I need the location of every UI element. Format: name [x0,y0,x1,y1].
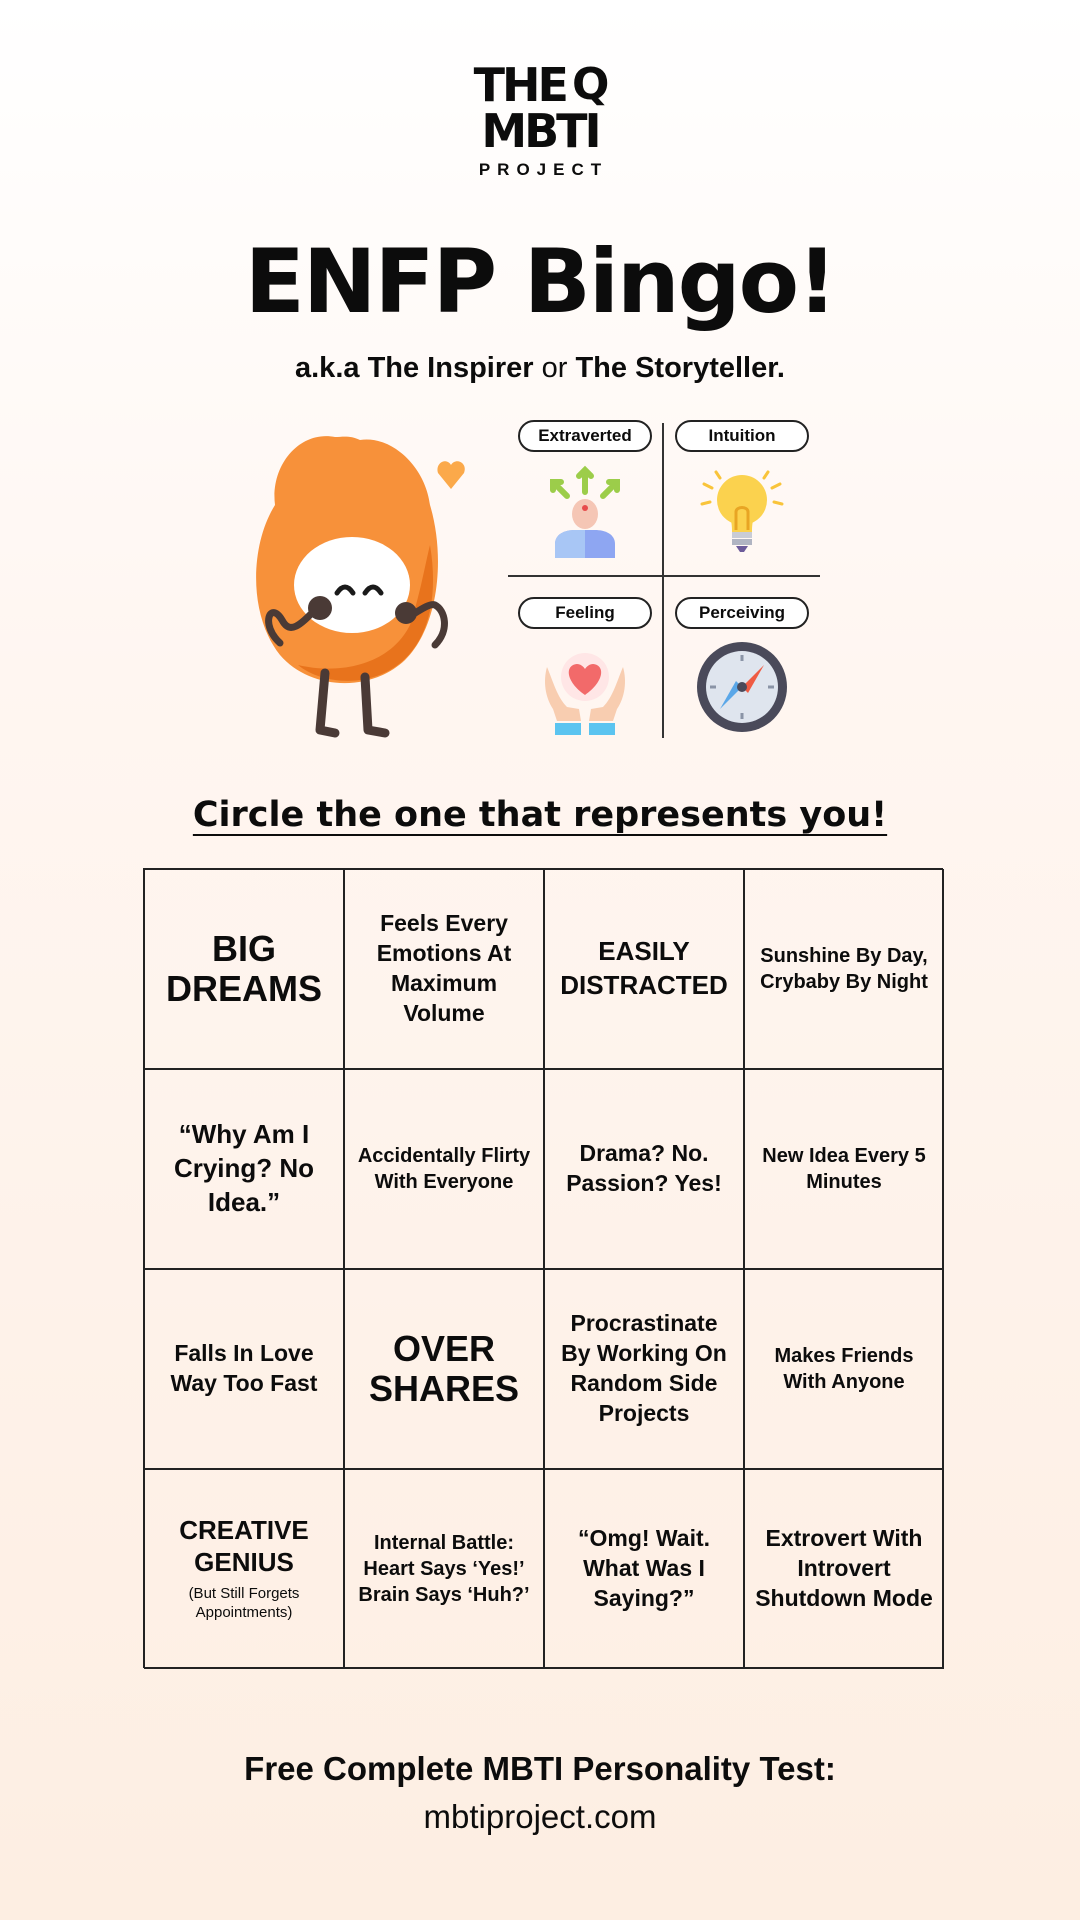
bingo-cell[interactable]: “Why Am I Crying? No Idea.” [144,1069,344,1269]
mbti-project-logo [0,58,1080,180]
compass-icon [692,637,792,737]
personality-traits-quadrant [505,415,825,735]
bingo-cell[interactable]: Feels Every Emotions At Maximum Volume [344,869,544,1069]
trait-perceiving [667,597,817,742]
subtitle-prefix: a.k.a [295,352,368,384]
page-title: ENFP Bingo! [244,230,836,333]
extravert-person-icon [535,460,635,560]
trait-label: Perceiving [675,597,809,629]
logo-the: THE [473,58,566,112]
lightbulb-icon [692,460,792,560]
subtitle-name-1: The Inspirer [367,352,534,384]
mascot-left-hand [308,596,332,620]
quadrant-vertical-divider [662,423,664,738]
mascot-right-hand [395,602,417,624]
subtitle-name-2: The Storyteller. [575,352,785,384]
bingo-cell[interactable]: Internal Battle: Heart Says ‘Yes!’ Brain Says ‘Huh?’ [344,1469,544,1669]
bingo-cell-title: CREATIVE GENIUS [179,1515,309,1577]
bingo-board [143,868,943,1668]
logo-q-mark: Q [571,59,607,110]
mascot-right-leg [365,677,385,733]
bingo-cell-note: (But Still Forgets Appointments) [188,1584,300,1622]
bingo-cell[interactable]: Makes Friends With Anyone [744,1269,944,1469]
bingo-cell[interactable]: “Omg! Wait. What Was I Saying?” [544,1469,744,1669]
trait-feeling [510,597,660,742]
bingo-cell[interactable]: EASILY DISTRACTED [544,869,744,1069]
trait-label: Feeling [518,597,652,629]
trait-label: Extraverted [518,420,652,452]
footer-promo-text: Free Complete MBTI Personality Test: [244,1750,836,1787]
logo-mbti: MBTI [481,104,599,158]
bingo-cell[interactable]: Extrovert With Introvert Shutdown Mode [744,1469,944,1669]
bingo-cell[interactable]: BIG DREAMS [144,869,344,1069]
quadrant-horizontal-divider [508,575,820,577]
bingo-cell[interactable]: New Idea Every 5 Minutes [744,1069,944,1269]
subtitle-connector: or [533,352,576,384]
heart-hands-icon [535,637,635,737]
page-subtitle [0,350,1080,386]
bingo-cell-creative-genius[interactable] [144,1469,344,1669]
bingo-cell[interactable]: Drama? No. Passion? Yes! [544,1069,744,1269]
instruction-heading: Circle the one that represents you! [192,795,888,835]
footer-website-link[interactable]: mbtiproject.com [423,1798,657,1835]
mascot-heart-icon [437,461,464,489]
bingo-cell[interactable]: Accidentally Flirty With Everyone [344,1069,544,1269]
bingo-cell[interactable]: Procrastinate By Working On Random Side Projects [544,1269,744,1469]
enfp-mascot-illustration [240,425,480,745]
bingo-cell[interactable]: OVER SHARES [344,1269,544,1469]
mascot-face [294,537,410,633]
trait-extraverted [510,420,660,565]
trait-intuition [667,420,817,565]
bingo-cell[interactable]: Sunshine By Day, Crybaby By Night [744,869,944,1069]
logo-project: PROJECT [478,160,609,179]
trait-label: Intuition [675,420,809,452]
bingo-cell[interactable]: Falls In Love Way Too Fast [144,1269,344,1469]
